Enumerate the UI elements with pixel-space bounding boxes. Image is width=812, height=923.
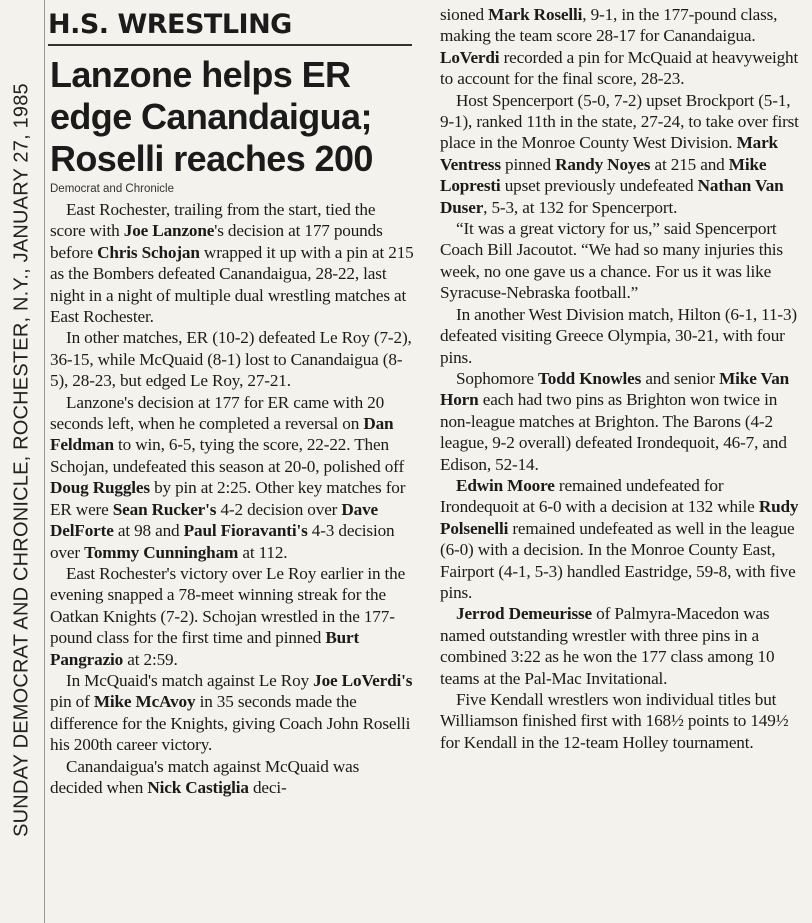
headline: [50, 54, 420, 180]
headline-line-3: Roselli reaches 200: [50, 138, 373, 179]
page-date-strip: [0, 0, 45, 923]
text-run: recorded a pin for McQuaid at heavyweight to account for the final score, 28-23.: [440, 47, 799, 89]
text-run: upset previously undefeated: [500, 176, 698, 196]
text-run: In other matches, ER (10-2) defeated Le Roy (7-2), 36-15, while McQuaid (8-1) lost to Canandaigua (8-5), 28-23, but edged Le Roy, 27-21.: [50, 328, 412, 391]
text-run: East Rochester's victory over Le Roy earlier in the evening snapped a 78-meet winning streak for the Oatkan Knights (7-2). Schojan wrestled in the 177-pound class for the first time and pinned: [50, 563, 406, 648]
text-run: Host Spencerport (5-0, 7-2) upset Brockport (5-1, 9-1), ranked 11th in the state, 27-24, to take over first place in the Monroe County West Division.: [440, 90, 799, 153]
paragraph: [50, 756, 414, 799]
text-run: In another West Division match, Hilton (6-1, 11-3) defeated visiting Greece Olympia, 30-21, with four pins.: [440, 304, 798, 367]
bold-name: Nick Castiglia: [147, 777, 249, 797]
bold-name: Mike Van Horn: [440, 368, 790, 410]
text-run: and senior: [641, 368, 720, 388]
section-kicker: H.S. WRESTLING: [48, 6, 412, 46]
text-run: 4-3 decision over: [50, 521, 395, 562]
bold-name: Mike Lopresti: [440, 154, 767, 196]
paragraph: [50, 199, 414, 327]
paragraph: [440, 475, 806, 603]
bold-name: Jerrod Demeurisse: [456, 604, 593, 624]
text-run: in 35 seconds made the difference for the Knights, giving Coach John Roselli his 200th career victory.: [50, 692, 411, 755]
text-run: wrapped it up with a pin at 215 as the Bombers defeated Canandaigua, 28-22, last night in a night of multiple dual wrestling matches at East Rochester.: [50, 242, 414, 327]
text-run: at 2:59.: [123, 649, 178, 669]
bold-name: Chris Schojan: [97, 242, 200, 262]
bold-name: Rudy Polsenelli: [440, 497, 799, 538]
paragraph: [50, 392, 414, 563]
text-run: pin of: [50, 692, 94, 712]
byline: Democrat and Chronicle: [50, 183, 175, 195]
bold-name: LoVerdi: [440, 47, 500, 67]
page-dateline: SUNDAY DEMOCRAT AND CHRONICLE, ROCHESTER, N.Y., JANUARY 27, 1985: [10, 83, 33, 837]
bold-name: Paul Fioravanti's: [183, 521, 308, 541]
text-run: to win, 6-5, tying the score, 22-22. Then Schojan, undefeated this season at 20-0, polished off: [50, 435, 405, 476]
bold-name: Joe Lanzone: [123, 221, 215, 241]
text-run: Sophomore: [456, 368, 539, 388]
paragraph: [50, 327, 414, 391]
bold-name: Tommy Cunningham: [84, 542, 239, 562]
headline-line-2: edge Canandaigua;: [50, 96, 372, 137]
text-run: at 98 and: [113, 521, 184, 541]
paragraph-continued: [440, 4, 806, 90]
bold-name: Randy Noyes: [555, 154, 651, 174]
paragraph: [50, 670, 414, 756]
text-run: by pin at 2:25. Other key matches for ER were: [50, 478, 406, 519]
bold-name: Edwin Moore: [456, 475, 555, 495]
paragraph: [440, 368, 806, 475]
bold-name: Mike McAvoy: [93, 692, 196, 712]
bold-name: Nathan Van Duser: [440, 176, 784, 217]
paragraph: [440, 689, 806, 753]
bold-name: Burt Pangrazio: [50, 628, 360, 669]
text-run: Lanzone's decision at 177 for ER came with 20 seconds left, when he completed a reversal on: [50, 392, 385, 434]
bold-name: Doug Ruggles: [50, 478, 150, 498]
text-run: Canandaigua's match against McQuaid was decided when: [50, 756, 360, 797]
text-run: 's decision at 177 pounds before: [50, 221, 383, 262]
text-run: East Rochester, trailing from the start, tied the score with: [50, 200, 376, 241]
text-run: , 9-1, in the 177-pound class, making the team score 28-17 for Canandaigua.: [440, 5, 778, 46]
text-run: each had two pins as Brighton won twice in non-league matches at Brighton. The Barons (4-2 league, 9-2 overall) defeated Irondequoit, 46-7, and Edison, 52-14.: [440, 390, 787, 474]
text-run: In McQuaid's match against Le Roy: [66, 670, 314, 690]
text-run: , 5-3, at 132 for Spencerport.: [483, 197, 678, 217]
text-run: of Palmyra-Macedon was named outstanding wrestler with three pins in a combined 3:22 as he won the 177 class among 10 teams at the Pal-Mac Invitational.: [440, 604, 775, 688]
text-run: 4-2 decision over: [216, 499, 342, 519]
text-run: remained undefeated for Irondequoit at 6-0 with a decision at 132 while: [440, 475, 759, 517]
paragraph: [50, 563, 414, 670]
paragraph: [440, 603, 806, 689]
bold-name: Todd Knowles: [538, 368, 642, 388]
article-column-1: [50, 199, 414, 798]
text-run: sioned: [440, 5, 489, 24]
text-run: “It was a great victory for us,” said Spencerport Coach Bill Jacoutot. “We had so many injuries this week, no one gave us a chance. For us it was like Syracuse-Nebraska football.”: [440, 219, 783, 303]
headline-line-1: Lanzone helps ER: [50, 54, 351, 95]
text-run: remained undefeated as well in the league (6-0) with a decision. In the Monroe County East, Fairport (4-1, 5-3) handled Eastridge, 59-8, with five pins.: [440, 518, 796, 602]
bold-name: Mark Ventress: [440, 133, 778, 174]
text-run: Five Kendall wrestlers won individual titles but Williamson finished first with 168½ points to 149½ for Kendall in the 12-team Holley tournament.: [440, 690, 789, 752]
text-run: at 112.: [238, 542, 288, 562]
article-column-2: [440, 4, 806, 753]
paragraph: [440, 90, 806, 218]
bold-name: Joe LoVerdi's: [313, 670, 413, 690]
text-run: deci-: [248, 777, 287, 797]
bold-name: Mark Roselli: [488, 5, 583, 24]
text-run: at 215 and: [650, 154, 729, 174]
bold-name: Dave DelForte: [50, 499, 379, 541]
text-run: pinned: [500, 154, 556, 174]
paragraph: [440, 218, 806, 304]
paragraph: [440, 304, 806, 368]
bold-name: Dan Feldman: [50, 414, 394, 455]
bold-name: Sean Rucker's: [112, 499, 217, 519]
